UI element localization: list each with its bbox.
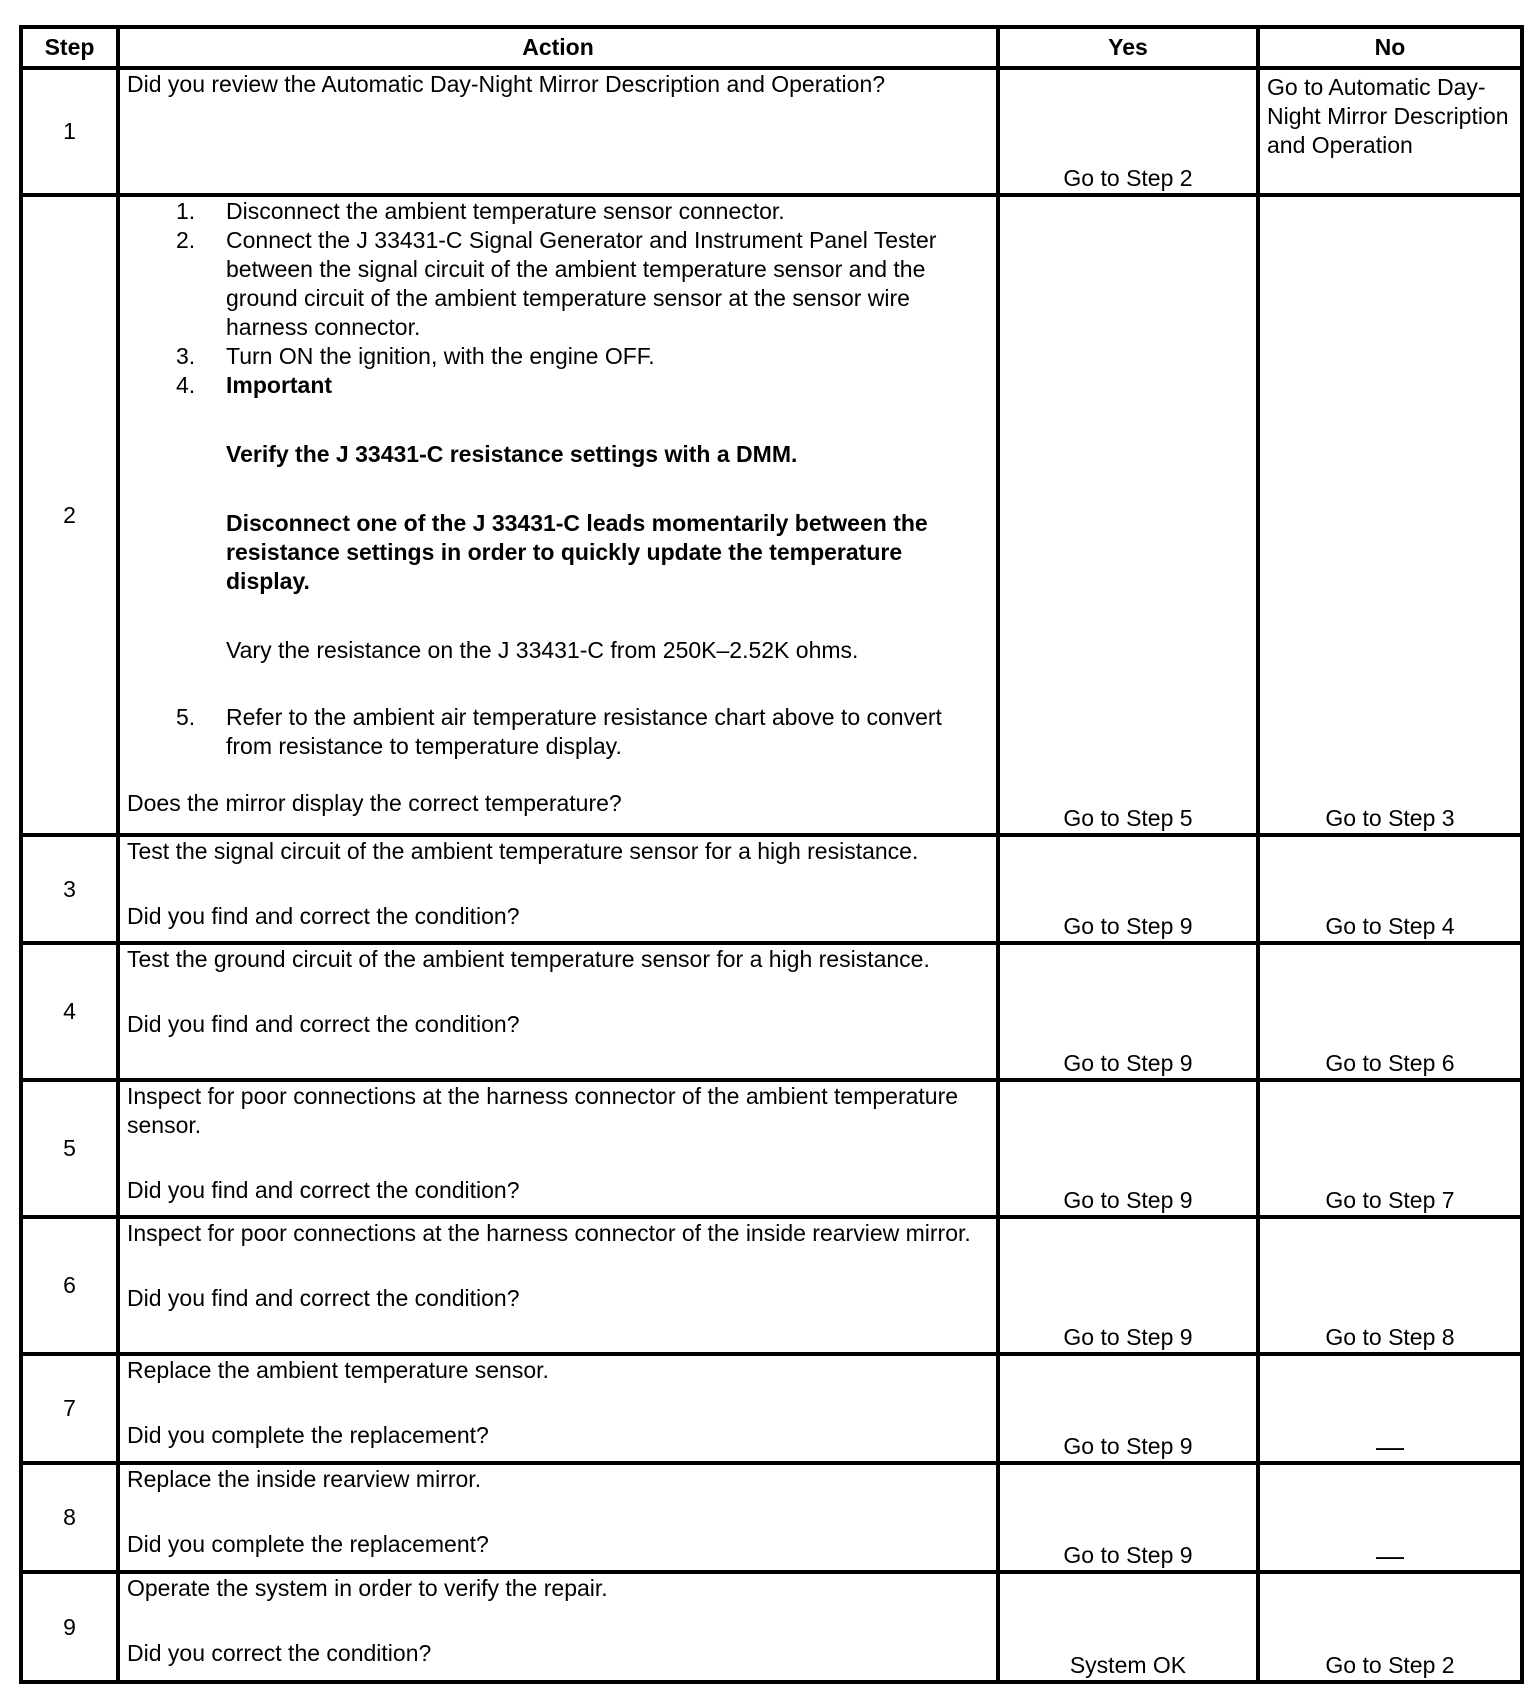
action-text: Inspect for poor connections at the harness connector of the inside rearview mirror.	[127, 1220, 971, 1246]
list-item	[176, 226, 989, 342]
list-item	[176, 703, 989, 761]
no-cell: Go to Automatic Day-Night Mirror Description and Operation	[1258, 68, 1522, 195]
question-text: Did you find and correct the condition?	[127, 1285, 520, 1311]
list-item	[176, 371, 989, 665]
list-item-number: 5.	[176, 704, 196, 730]
action-cell	[118, 1463, 998, 1572]
no-cell: —	[1258, 1463, 1522, 1572]
action-cell: Did you review the Automatic Day-Night Mirror Description and Operation?	[118, 68, 998, 195]
action-text: Test the ground circuit of the ambient temperature sensor for a high resistance.	[127, 946, 930, 972]
header-step: Step	[21, 27, 118, 68]
question-text: Did you complete the replacement?	[127, 1531, 489, 1557]
list-item-text: Refer to the ambient air temperature resistance chart above to convert from resistance to temperature display.	[226, 704, 942, 759]
question-text: Did you find and correct the condition?	[127, 1011, 520, 1037]
yes-cell: Go to Step 9	[998, 835, 1258, 943]
action-text: Operate the system in order to verify the repair.	[127, 1575, 608, 1601]
yes-cell: Go to Step 9	[998, 1354, 1258, 1463]
step-number: 9	[21, 1572, 118, 1682]
no-cell: Go to Step 3	[1258, 195, 1522, 835]
table-row	[21, 68, 1522, 195]
yes-cell: Go to Step 9	[998, 1217, 1258, 1354]
yes-cell: Go to Step 9	[998, 1080, 1258, 1217]
step-number: 4	[21, 943, 118, 1080]
step-number: 1	[21, 68, 118, 195]
yes-cell: Go to Step 5	[998, 195, 1258, 835]
procedure-list	[127, 197, 989, 761]
yes-cell: System OK	[998, 1572, 1258, 1682]
table-row	[21, 1572, 1522, 1682]
action-cell	[118, 1217, 998, 1354]
question-text: Did you correct the condition?	[127, 1640, 432, 1666]
yes-cell: Go to Step 2	[998, 68, 1258, 195]
question-text: Did you find and correct the condition?	[127, 1177, 520, 1203]
list-item	[176, 342, 989, 371]
action-text: Replace the ambient temperature sensor.	[127, 1357, 549, 1383]
yes-cell: Go to Step 9	[998, 1463, 1258, 1572]
step-number: 6	[21, 1217, 118, 1354]
yes-cell: Go to Step 9	[998, 943, 1258, 1080]
list-item-number: 1.	[176, 198, 196, 224]
header-action: Action	[118, 27, 998, 68]
action-cell	[118, 835, 998, 943]
question-text: Does the mirror display the correct temperature?	[127, 790, 622, 816]
no-cell: —	[1258, 1354, 1522, 1463]
important-note: Disconnect one of the J 33431-C leads momentarily between the resistance settings in order to quickly update the temperature display.	[226, 510, 928, 594]
action-cell	[118, 1354, 998, 1463]
table-row	[21, 1217, 1522, 1354]
table-row	[21, 943, 1522, 1080]
list-item-number: 2.	[176, 227, 196, 253]
list-item	[176, 197, 989, 226]
question-text: Did you complete the replacement?	[127, 1422, 489, 1448]
important-heading: Important	[226, 372, 333, 398]
header-no: No	[1258, 27, 1522, 68]
action-text: Test the signal circuit of the ambient temperature sensor for a high resistance.	[127, 838, 919, 864]
diagnostic-table	[19, 25, 1524, 1684]
list-item-number: 4.	[176, 372, 196, 398]
table-row	[21, 195, 1522, 835]
question-text: Did you find and correct the condition?	[127, 903, 520, 929]
step-number: 7	[21, 1354, 118, 1463]
header-yes: Yes	[998, 27, 1258, 68]
table-row	[21, 1463, 1522, 1572]
step-number: 5	[21, 1080, 118, 1217]
step-number: 2	[21, 195, 118, 835]
no-cell: Go to Step 4	[1258, 835, 1522, 943]
no-cell: Go to Step 2	[1258, 1572, 1522, 1682]
instruction-note: Vary the resistance on the J 33431-C from 250K–2.52K ohms.	[226, 637, 859, 663]
header-row	[21, 27, 1522, 68]
step-number: 8	[21, 1463, 118, 1572]
table-row	[21, 1354, 1522, 1463]
action-text: Replace the inside rearview mirror.	[127, 1466, 482, 1492]
no-cell: Go to Step 6	[1258, 943, 1522, 1080]
action-text: Inspect for poor connections at the harness connector of the ambient temperature sensor.	[127, 1083, 959, 1138]
list-item-text: Connect the J 33431-C Signal Generator and Instrument Panel Tester between the signal circuit of the ambient temperature sensor and the ground circuit of the ambient temperature sensor at the sensor wire harness connector.	[226, 227, 937, 340]
list-item-text: Disconnect the ambient temperature sensor connector.	[226, 198, 785, 224]
action-cell	[118, 1572, 998, 1682]
action-cell	[118, 1080, 998, 1217]
no-cell: Go to Step 8	[1258, 1217, 1522, 1354]
table-row	[21, 1080, 1522, 1217]
list-item-number: 3.	[176, 343, 196, 369]
table-row	[21, 835, 1522, 943]
action-cell	[118, 195, 998, 835]
action-cell	[118, 943, 998, 1080]
step-number: 3	[21, 835, 118, 943]
no-cell: Go to Step 7	[1258, 1080, 1522, 1217]
important-note: Verify the J 33431-C resistance settings with a DMM.	[226, 441, 798, 467]
list-item-text: Turn ON the ignition, with the engine OFF.	[226, 343, 655, 369]
